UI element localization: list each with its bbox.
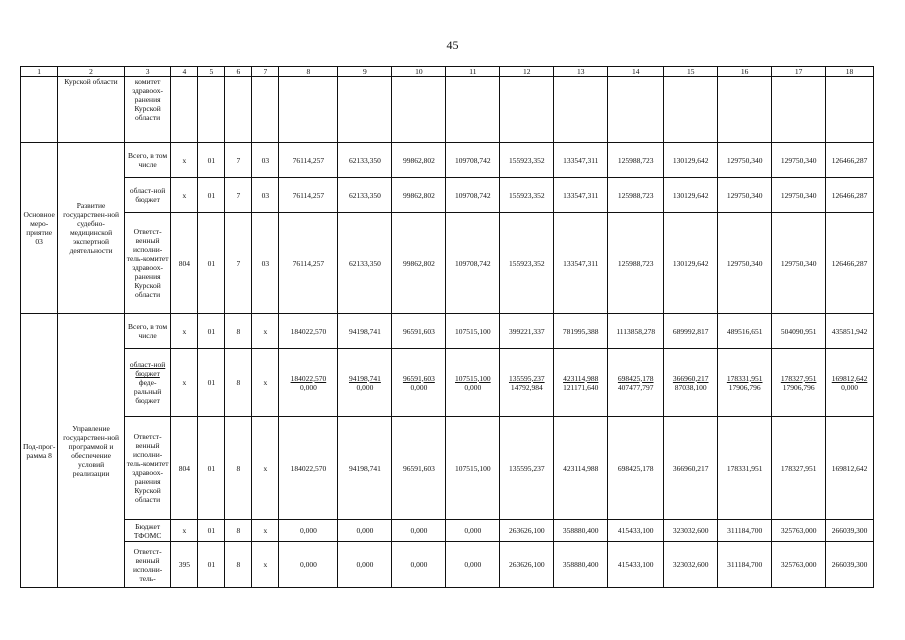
column-header-1: 1: [21, 67, 58, 77]
value-cell: [392, 349, 446, 417]
cell-col4: 804: [171, 417, 198, 520]
value-cell-line-2: 0,000: [356, 382, 374, 392]
value-cell-line-2: 0,000: [841, 382, 858, 392]
budget-table: [20, 66, 874, 588]
value-cell: 96591,603: [392, 417, 446, 520]
value-cell: 125988,723: [608, 143, 664, 178]
section-b-row: [21, 417, 874, 520]
cell-col3: Всего, в том числе: [124, 143, 171, 178]
value-cell: 266039,300: [826, 520, 874, 542]
section-a-row: [21, 213, 874, 314]
cell-col3: област-ной бюджет: [124, 178, 171, 213]
value-cell-line-1: 698425,178: [617, 373, 654, 383]
value-cell: 0,000: [392, 542, 446, 588]
value-cell-line-2: 14792,984: [510, 382, 543, 392]
cell-col7: 03: [252, 178, 279, 213]
value-cell: 99862,802: [392, 143, 446, 178]
value-cell: 76114,257: [279, 178, 338, 213]
column-header-11: 11: [446, 67, 500, 77]
value-cell-line-2: 121171,640: [563, 382, 599, 392]
value-cell: 94198,741: [338, 314, 392, 349]
value-cell: 0,000: [338, 520, 392, 542]
cell-col6: 7: [225, 213, 252, 314]
column-header-13: 13: [554, 67, 608, 77]
column-header-17: 17: [772, 67, 826, 77]
value-cell: 178331,951: [718, 417, 772, 520]
cell-col5: 01: [198, 314, 225, 349]
value-cell: 130129,642: [664, 178, 718, 213]
value-cell: 109708,742: [446, 143, 500, 178]
value-cell: 0,000: [338, 542, 392, 588]
value-cell: 126466,287: [826, 178, 874, 213]
value-cell-line-2: 407477,797: [617, 382, 654, 392]
value-cell: 107515,100: [446, 314, 500, 349]
section-b-col1: Под-прог-рамма 8: [21, 314, 58, 588]
cell-col7: 03: [252, 213, 279, 314]
column-header-16: 16: [718, 67, 772, 77]
cell-col2: Курской области: [58, 77, 124, 143]
cell-col5: 01: [198, 213, 225, 314]
value-cell: 358880,400: [554, 542, 608, 588]
value-cell: 133547,311: [554, 143, 608, 178]
value-cell: 184022,570: [279, 417, 338, 520]
cell-col7: 03: [252, 143, 279, 178]
value-cell: [772, 349, 826, 417]
section-b-row: [21, 520, 874, 542]
value-cell: 62133,350: [338, 143, 392, 178]
column-header-18: 18: [826, 67, 874, 77]
column-header-6: 6: [225, 67, 252, 77]
cell-col4: 804: [171, 213, 198, 314]
value-cell-line-1: 94198,741: [348, 373, 381, 383]
value-cell: 415433,100: [608, 520, 664, 542]
value-cell: 129750,340: [772, 143, 826, 178]
cell-col5: 01: [198, 349, 225, 417]
cell-col7: x: [252, 542, 279, 588]
value-cell: 129750,340: [718, 213, 772, 314]
cell-col7: x: [252, 349, 279, 417]
cell-col6: 8: [225, 314, 252, 349]
cell-col5: 01: [198, 542, 225, 588]
value-cell: 129750,340: [718, 143, 772, 178]
value-cell: 325763,000: [772, 520, 826, 542]
value-cell: [338, 349, 392, 417]
section-b-row: [21, 314, 874, 349]
value-cell: 311184,700: [718, 542, 772, 588]
value-cell-line-2: 0,000: [464, 382, 482, 392]
cell-col6: 7: [225, 143, 252, 178]
value-cell: 323032,600: [664, 520, 718, 542]
cell-col3: [124, 349, 171, 417]
value-cell: 399221,337: [500, 314, 554, 349]
value-cell: 129750,340: [772, 178, 826, 213]
cell-col5: 01: [198, 520, 225, 542]
value-cell: 125988,723: [608, 213, 664, 314]
value-cell-line-2: 87038,100: [674, 382, 707, 392]
value-cell: 155923,352: [500, 143, 554, 178]
value-cell: 155923,352: [500, 213, 554, 314]
cell-col4: x: [171, 178, 198, 213]
value-cell: 130129,642: [664, 213, 718, 314]
value-cell: [554, 349, 608, 417]
section-b-row: [21, 349, 874, 417]
value-cell-line-1: 169812,642: [831, 373, 868, 383]
column-header-10: 10: [392, 67, 446, 77]
value-cell: 0,000: [446, 542, 500, 588]
cell-col3: Всего, в том числе: [124, 314, 171, 349]
value-cell: [279, 349, 338, 417]
value-cell: 135595,237: [500, 417, 554, 520]
value-cell: 126466,287: [826, 213, 874, 314]
value-cell: 0,000: [446, 520, 500, 542]
value-cell: 76114,257: [279, 213, 338, 314]
column-header-8: 8: [279, 67, 338, 77]
cell-col3: Ответст-венный исполни-тель-комитет здравоох-ранения Курской области: [124, 213, 171, 314]
value-cell: 96591,603: [392, 314, 446, 349]
value-cell: 698425,178: [608, 417, 664, 520]
cell-col4: x: [171, 143, 198, 178]
section-a-col2: Развитие государствен-ной судебно-медицинской экспертной деятельности: [58, 143, 124, 314]
value-cell-line-1: 96591,603: [402, 373, 435, 383]
column-header-3: 3: [124, 67, 171, 77]
cell-col3: Ответст-венный исполни-тель-комитет здравоох-ранения Курской области: [124, 417, 171, 520]
value-cell: 0,000: [392, 520, 446, 542]
value-cell: 109708,742: [446, 178, 500, 213]
cell-col6: 8: [225, 349, 252, 417]
section-a-row: [21, 143, 874, 178]
value-cell: 94198,741: [338, 417, 392, 520]
value-cell: 126466,287: [826, 143, 874, 178]
value-cell: 415433,100: [608, 542, 664, 588]
cell-col6: 8: [225, 542, 252, 588]
cell-col7: x: [252, 314, 279, 349]
value-cell: 169812,642: [826, 417, 874, 520]
value-cell: [446, 349, 500, 417]
value-cell: 689992,817: [664, 314, 718, 349]
section-a-row: [21, 178, 874, 213]
cell-col7: x: [252, 520, 279, 542]
value-cell-line-1: 184022,570: [290, 373, 327, 383]
cell-col4: 395: [171, 542, 198, 588]
cell-col5: 01: [198, 178, 225, 213]
value-cell: 0,000: [279, 542, 338, 588]
value-cell-line-1: 366960,217: [672, 373, 709, 383]
value-cell: 125988,723: [608, 178, 664, 213]
value-cell: 99862,802: [392, 178, 446, 213]
value-cell: 109708,742: [446, 213, 500, 314]
cell-col3: Бюджет ТФОМС: [124, 520, 171, 542]
value-cell: 489516,651: [718, 314, 772, 349]
value-cell: [608, 349, 664, 417]
cell-col4: x: [171, 520, 198, 542]
value-cell-line-1: 107515,100: [455, 373, 491, 383]
column-header-7: 7: [252, 67, 279, 77]
value-cell: 263626,100: [500, 542, 554, 588]
section-b-row: [21, 542, 874, 588]
value-cell: 129750,340: [772, 213, 826, 314]
cell-col3-line-1: област-ной бюджет: [129, 360, 166, 378]
cell-col7: x: [252, 417, 279, 520]
column-header-2: 2: [58, 67, 124, 77]
value-cell: 1113858,278: [608, 314, 664, 349]
cell: [21, 77, 58, 143]
section-a-col1: Основное меро-приятие 03: [21, 143, 58, 314]
value-cell: 133547,311: [554, 213, 608, 314]
column-header-9: 9: [338, 67, 392, 77]
value-cell: 0,000: [279, 520, 338, 542]
cell-col5: 01: [198, 417, 225, 520]
value-cell: 129750,340: [718, 178, 772, 213]
value-cell: 504090,951: [772, 314, 826, 349]
cell-col5: 01: [198, 143, 225, 178]
value-cell: 423114,988: [554, 417, 608, 520]
value-cell: [500, 349, 554, 417]
cell-col4: x: [171, 314, 198, 349]
value-cell: 76114,257: [279, 143, 338, 178]
value-cell: 311184,700: [718, 520, 772, 542]
value-cell: 266039,300: [826, 542, 874, 588]
value-cell: 178327,951: [772, 417, 826, 520]
value-cell: 325763,000: [772, 542, 826, 588]
column-header-5: 5: [198, 67, 225, 77]
value-cell-line-2: 0,000: [410, 382, 428, 392]
column-header-12: 12: [500, 67, 554, 77]
column-header-4: 4: [171, 67, 198, 77]
value-cell: 133547,311: [554, 178, 608, 213]
value-cell: [718, 349, 772, 417]
cell-col6: 8: [225, 417, 252, 520]
table-row: [21, 77, 874, 143]
cell-col6: 8: [225, 520, 252, 542]
value-cell: 323032,600: [664, 542, 718, 588]
cell-col3: комитет здравоох-ранения Курской области: [124, 77, 171, 143]
value-cell-line-1: 178331,951: [726, 373, 763, 383]
value-cell-line-2: 0,000: [299, 382, 317, 392]
value-cell: 435851,942: [826, 314, 874, 349]
value-cell: 366960,217: [664, 417, 718, 520]
value-cell: 99862,802: [392, 213, 446, 314]
value-cell-line-1: 423114,988: [563, 373, 599, 383]
page-number: 45: [446, 38, 459, 52]
value-cell: 184022,570: [279, 314, 338, 349]
value-cell: 107515,100: [446, 417, 500, 520]
cell-col3: Ответст-венный исполни-тель-: [124, 542, 171, 588]
value-cell: 155923,352: [500, 178, 554, 213]
value-cell: 358880,400: [554, 520, 608, 542]
section-b-col2: Управление государствен-ной программой и обеспечение условий реализации: [58, 314, 124, 588]
value-cell: [826, 349, 874, 417]
value-cell: 62133,350: [338, 213, 392, 314]
cell-col3-line-2: феде-ральный бюджет: [133, 378, 162, 405]
value-cell-line-2: 17906,796: [782, 382, 815, 392]
value-cell: 62133,350: [338, 178, 392, 213]
column-header-15: 15: [664, 67, 718, 77]
header-row: [21, 67, 874, 77]
cell-col6: 7: [225, 178, 252, 213]
value-cell: 130129,642: [664, 143, 718, 178]
value-cell-line-1: 178327,951: [780, 373, 817, 383]
value-cell-line-2: 17906,796: [728, 382, 761, 392]
value-cell-line-1: 135595,237: [508, 373, 545, 383]
value-cell: [664, 349, 718, 417]
column-header-14: 14: [608, 67, 664, 77]
value-cell: 263626,100: [500, 520, 554, 542]
value-cell: 781995,388: [554, 314, 608, 349]
cell-col4: x: [171, 349, 198, 417]
